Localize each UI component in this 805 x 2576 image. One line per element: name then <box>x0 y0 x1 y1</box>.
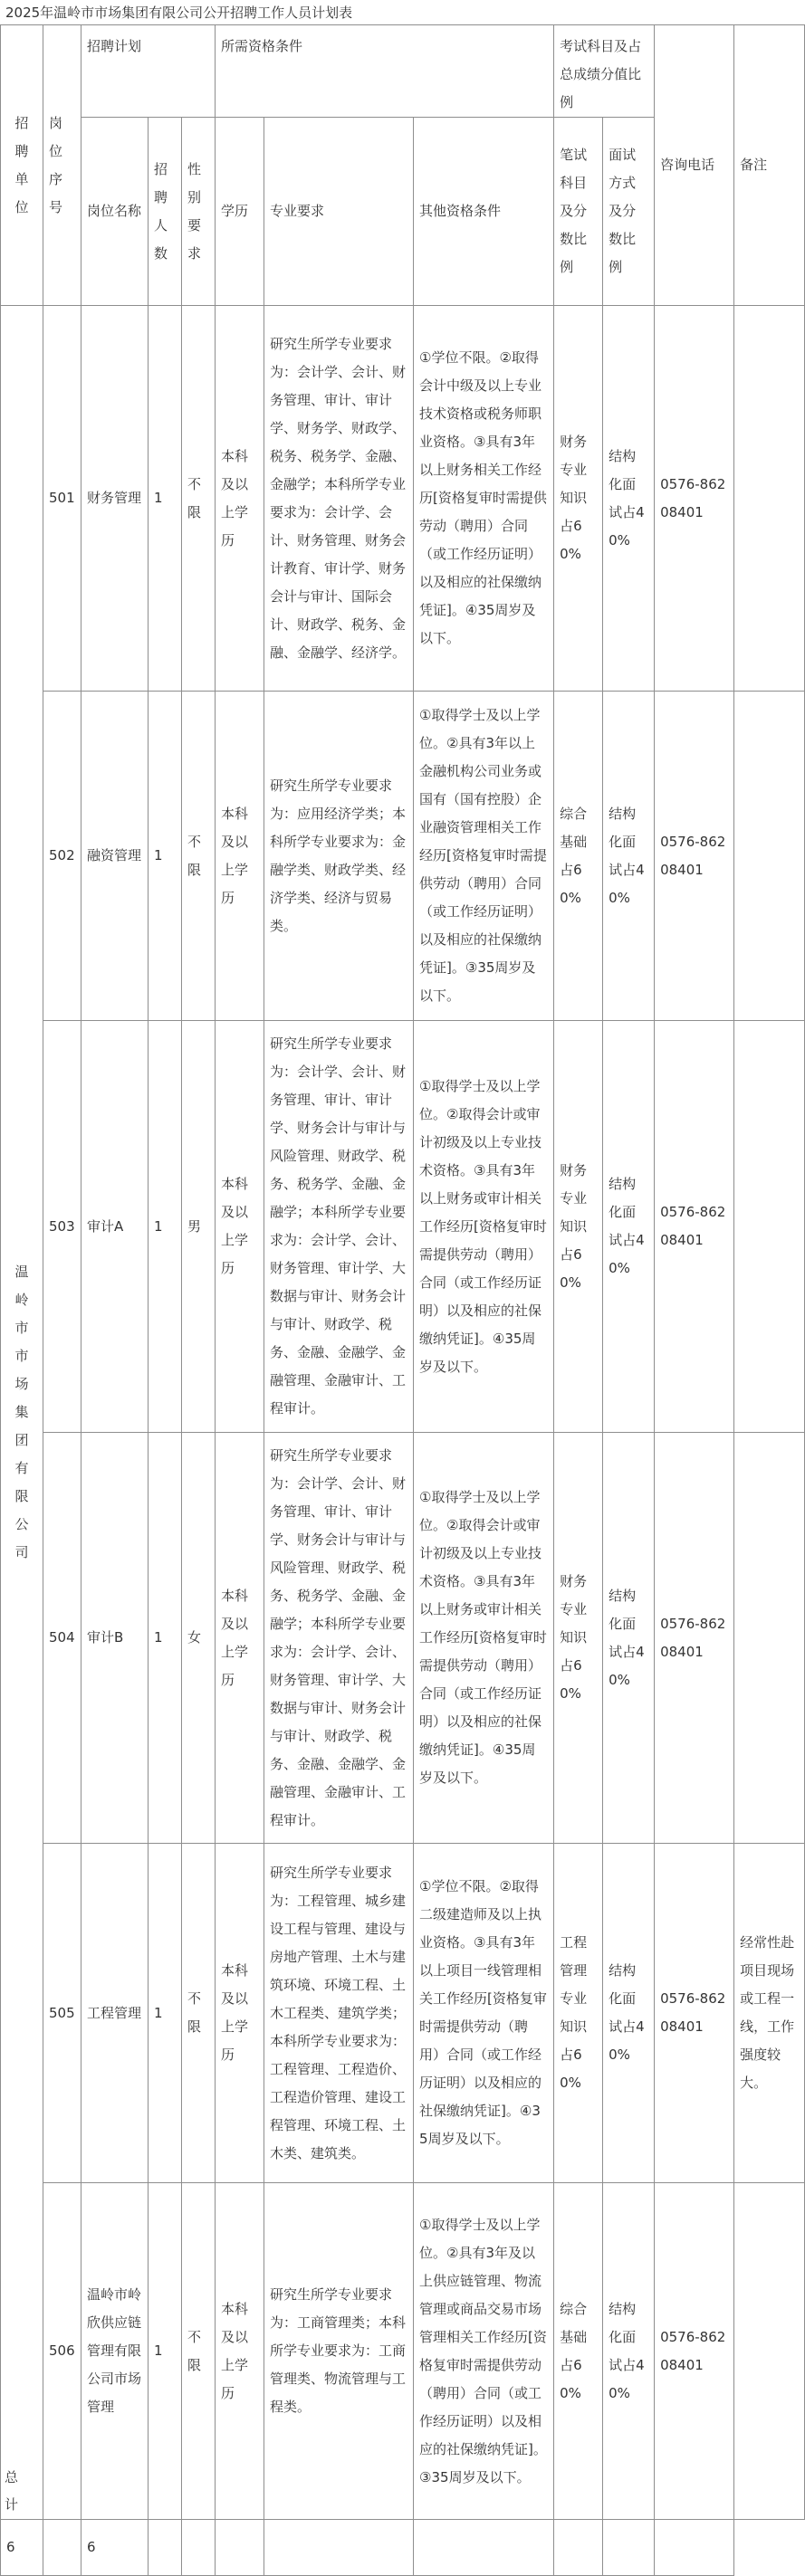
written-cell: 财务专业知识占60% <box>554 1021 603 1433</box>
count-cell: 1 <box>149 306 182 692</box>
post-no-cell: 506 <box>43 2183 81 2520</box>
post-no-cell: 503 <box>43 1021 81 1433</box>
interview-cell: 结构化面试占40% <box>603 1844 655 2183</box>
post-name-cell: 温岭市岭欣供应链管理有限公司市场管理 <box>81 2183 149 2520</box>
header-major: 专业要求 <box>264 118 414 306</box>
gender-cell: 不限 <box>182 2183 216 2520</box>
written-cell: 综合基础占60% <box>554 692 603 1021</box>
header-plan-group: 招聘计划 <box>81 25 216 118</box>
major-cell: 研究生所学专业要求为：应用经济学类；本科所学专业要求为：金融学类、财政学类、经济学类、经济与贸易类。 <box>264 692 414 1021</box>
page-title: 2025年温岭市市场集团有限公司公开招聘工作人员计划表 <box>5 5 353 21</box>
table-row <box>1 1433 805 1844</box>
header-post-name: 岗位名称 <box>81 118 149 306</box>
interview-cell: 结构化面试占40% <box>603 692 655 1021</box>
phone-cell: 0576-86208401 <box>655 306 734 692</box>
major-cell: 研究生所学专业要求为：工商管理类；本科所学专业要求为：工商管理类、物流管理与工程类。 <box>264 2183 414 2520</box>
other-cell: ①学位不限。②取得二级建造师及以上执业资格。③具有3年以上项目一线管理相关工作经历[资格复审时需提供劳动（聘用）合同（或工作经历证明）以及相应的社保缴纳凭证]。④35周岁及以下。 <box>414 1844 554 2183</box>
major-cell: 研究生所学专业要求为：会计学、会计、财务管理、审计、审计学、财务会计与审计与风险管理、财政学、税务、税务学、金融、金融学；本科所学专业要求为：会计学、会计、财务管理、审计学、大数据与审计、财务会计与审计、财政学、税务、金融、金融学、金融管理、金融审计、工程审计。 <box>264 1021 414 1433</box>
total-empty-cell <box>43 2520 81 2576</box>
header-education: 学历 <box>216 118 264 306</box>
phone-cell: 0576-86208401 <box>655 2183 734 2520</box>
gender-cell: 不限 <box>182 306 216 692</box>
phone-cell: 0576-86208401 <box>655 692 734 1021</box>
other-cell: ①取得学士及以上学位。②具有3年及以上供应链管理、物流管理或商品交易市场管理相关工作经历[资格复审时需提供劳动（聘用）合同（或工作经历证明）以及相应的社保缴纳凭证]。③35周岁及以下。 <box>414 2183 554 2520</box>
count-cell: 1 <box>149 2183 182 2520</box>
count-cell: 1 <box>149 1433 182 1844</box>
post-name-cell: 财务管理 <box>81 306 149 692</box>
header-other: 其他资格条件 <box>414 118 554 306</box>
total-empty-cell <box>149 2520 182 2576</box>
table-row <box>1 2183 805 2520</box>
total-posts-cell: 6 <box>1 2520 43 2576</box>
post-no-cell: 505 <box>43 1844 81 2183</box>
gender-cell: 不限 <box>182 692 216 1021</box>
total-empty-cell <box>264 2520 414 2576</box>
header-exam-group: 考试科目及占总成绩分值比例 <box>554 25 655 118</box>
total-empty-cell <box>655 2520 734 2576</box>
remark-cell <box>734 2183 805 2520</box>
education-cell: 本科及以上学历 <box>216 306 264 692</box>
header-written: 笔试科目及分数比例 <box>554 118 603 306</box>
post-name-cell: 审计A <box>81 1021 149 1433</box>
unit-cell: 温岭市市场集团有限公司 <box>1 306 43 2520</box>
post-no-cell: 504 <box>43 1433 81 1844</box>
header-row-1 <box>1 25 805 118</box>
total-empty-cell <box>554 2520 603 2576</box>
header-phone: 咨询电话 <box>655 25 734 306</box>
gender-cell: 不限 <box>182 1844 216 2183</box>
major-cell: 研究生所学专业要求为：会计学、会计、财务管理、审计、审计学、财务会计与审计与风险管理、财政学、税务、税务学、金融、金融学；本科所学专业要求为：会计学、会计、财务管理、审计学、大数据与审计、财务会计与审计、财政学、税务、金融、金融学、金融管理、金融审计、工程审计。 <box>264 1433 414 1844</box>
header-count: 招聘人数 <box>149 118 182 306</box>
total-row <box>1 2520 805 2576</box>
post-name-cell: 工程管理 <box>81 1844 149 2183</box>
education-cell: 本科及以上学历 <box>216 1844 264 2183</box>
gender-cell: 女 <box>182 1433 216 1844</box>
header-post-no: 岗位序号 <box>43 25 81 306</box>
post-name-cell: 融资管理 <box>81 692 149 1021</box>
total-empty-cell <box>603 2520 655 2576</box>
count-cell: 1 <box>149 1021 182 1433</box>
written-cell: 工程管理专业知识占60% <box>554 1844 603 2183</box>
count-cell: 1 <box>149 692 182 1021</box>
total-empty-cell <box>182 2520 216 2576</box>
interview-cell: 结构化面试占40% <box>603 306 655 692</box>
education-cell: 本科及以上学历 <box>216 1433 264 1844</box>
remark-cell: 经常性赴项目现场或工程一线，工作强度较大。 <box>734 1844 805 2183</box>
written-cell: 财务专业知识占60% <box>554 1433 603 1844</box>
other-cell: ①学位不限。②取得会计中级及以上专业技术资格或税务师职业资格。③具有3年以上财务相关工作经历[资格复审时需提供劳动（聘用）合同（或工作经历证明）以及相应的社保缴纳凭证]。④35周岁及以下。 <box>414 306 554 692</box>
header-unit: 招聘单位 <box>1 25 43 306</box>
education-cell: 本科及以上学历 <box>216 2183 264 2520</box>
total-count-cell: 6 <box>81 2520 149 2576</box>
table-row <box>1 692 805 1021</box>
major-cell: 研究生所学专业要求为：会计学、会计、财务管理、审计、审计学、财务学、财政学、税务、税务学、金融、金融学；本科所学专业要求为：会计学、会计、财务管理、财务会计教育、审计学、财务会计与审计、国际会计、财政学、税务、金融、金融学、经济学。 <box>264 306 414 692</box>
other-cell: ①取得学士及以上学位。②取得会计或审计初级及以上专业技术资格。③具有3年以上财务或审计相关工作经历[资格复审时需提供劳动（聘用）合同（或工作经历证明）以及相应的社保缴纳凭证]。④35周岁及以下。 <box>414 1433 554 1844</box>
remark-cell <box>734 1433 805 1844</box>
header-interview: 面试方式及分数比例 <box>603 118 655 306</box>
remark-cell <box>734 692 805 1021</box>
major-cell: 研究生所学专业要求为：工程管理、城乡建设工程与管理、建设与房地产管理、土木与建筑环境、环境工程、土木工程类、建筑学类；本科所学专业要求为：工程管理、工程造价、工程造价管理、建设工程管理、环境工程、土木类、建筑类。 <box>264 1844 414 2183</box>
remark-cell <box>734 1021 805 1433</box>
education-cell: 本科及以上学历 <box>216 692 264 1021</box>
phone-cell: 0576-86208401 <box>655 1433 734 1844</box>
phone-cell: 0576-86208401 <box>655 1844 734 2183</box>
recruitment-plan-table <box>0 24 805 2576</box>
header-qualification-group: 所需资格条件 <box>216 25 554 118</box>
post-no-cell: 501 <box>43 306 81 692</box>
total-empty-cell <box>414 2520 554 2576</box>
table-row <box>1 1021 805 1433</box>
header-remark: 备注 <box>734 25 805 306</box>
interview-cell: 结构化面试占40% <box>603 2183 655 2520</box>
remark-cell <box>734 306 805 692</box>
post-no-cell: 502 <box>43 692 81 1021</box>
total-empty-cell <box>216 2520 264 2576</box>
written-cell: 财务专业知识占60% <box>554 306 603 692</box>
phone-cell: 0576-86208401 <box>655 1021 734 1433</box>
count-cell: 1 <box>149 1844 182 2183</box>
interview-cell: 结构化面试占40% <box>603 1433 655 1844</box>
interview-cell: 结构化面试占40% <box>603 1021 655 1433</box>
gender-cell: 男 <box>182 1021 216 1433</box>
other-cell: ①取得学士及以上学位。②具有3年以上金融机构公司业务或国有（国有控股）企业融资管理相关工作经历[资格复审时需提供劳动（聘用）合同（或工作经历证明）以及相应的社保缴纳凭证]。③35周岁及以下。 <box>414 692 554 1021</box>
written-cell: 综合基础占60% <box>554 2183 603 2520</box>
education-cell: 本科及以上学历 <box>216 1021 264 1433</box>
table-row <box>1 306 805 692</box>
post-name-cell: 审计B <box>81 1433 149 1844</box>
table-row <box>1 1844 805 2183</box>
header-gender: 性别要求 <box>182 118 216 306</box>
other-cell: ①取得学士及以上学位。②取得会计或审计初级及以上专业技术资格。③具有3年以上财务或审计相关工作经历[资格复审时需提供劳动（聘用）合同（或工作经历证明）以及相应的社保缴纳凭证]。④35周岁及以下。 <box>414 1021 554 1433</box>
total-label: 总计 <box>5 2469 19 2513</box>
